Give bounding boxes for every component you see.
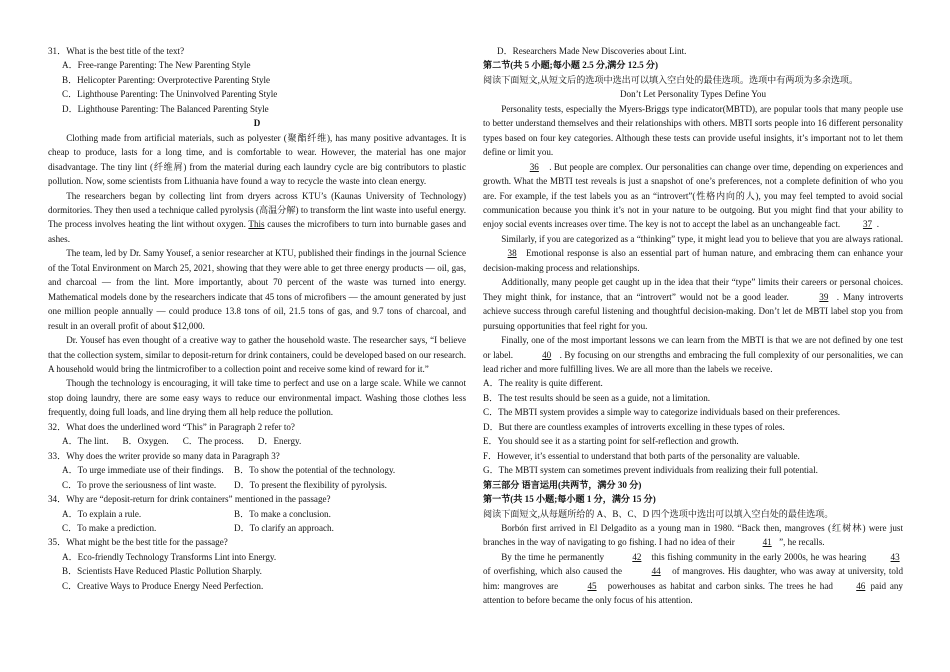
section-1-instructions: 阅读下面短文,从每题所给的 A、B、C、D 四个选项中选出可以填入空白处的最佳选项。	[483, 508, 834, 519]
passage-d-paragraph-3: The team, led by Dr. Samy Yousef, a senior researcher at KTU, published their findings in the journal Science of the Total Environment on March 25, 2021, showing that they were able to get three energy products — oil, gas, and charcoal — from the lint. More importantly, about 70 percent of the waste was turned into energy. Mathematical models done by the researchers indicate that 45 tons of microfibers — the amount generated by just one million people annually — could produce 13.8 tons of oil, 21.5 tons of gas, and 9.7 tons of charcoal, and result in an overall profit of about $12,000.	[48, 248, 466, 331]
option-e[interactable]: E．You should see it as a starting point for self-reflection and growth.	[483, 436, 739, 447]
cloze-paragraph-2	[483, 550, 903, 608]
mbti-paragraph-4	[483, 275, 903, 333]
cloze-p2-text-2: this fishing community in the early 2000s, he was hearing	[651, 551, 867, 562]
section-2-instructions: 阅读下面短文,从短文后的选项中选出可以填入空白处的最佳选项。选项中有两项为多余选项。	[483, 74, 859, 85]
q35-option-d[interactable]: D．Researchers Made New Discoveries about Lint.	[497, 46, 687, 56]
cloze-p2-text-5: powerhouses as habitat and carbon sinks. The trees he had	[607, 580, 833, 591]
underlined-this: This	[248, 219, 265, 230]
option-c[interactable]: C．The MBTI system provides a simple way to categorize individuals based on their preferences.	[483, 407, 841, 418]
q35-option-b[interactable]: B．Scientists Have Reduced Plastic Pollution Sharply.	[62, 566, 262, 577]
blank-38[interactable]: 38	[507, 248, 517, 259]
mbti-paragraph-3	[483, 232, 903, 275]
q35-option-a[interactable]: A．Eco-friendly Technology Transforms Lint into Energy.	[62, 551, 277, 562]
q35-option-c[interactable]: C．Creative Ways to Produce Energy Need Perfection.	[62, 580, 264, 591]
passage-label: D	[253, 118, 261, 129]
cloze-p1-text-2: ”, he recalls.	[779, 537, 825, 548]
passage-d-paragraph-4: Dr. Yousef has even thought of a creative way to gather the household waste. The researcher says, “I believe that the collection system, similar to deposit-return for drink containers, could be developed based on our research. A household would bring the lintmicrofiber to a collection point and receive some kind of reward for it.”	[48, 335, 466, 374]
blank-45[interactable]: 45	[587, 580, 597, 591]
left-column	[48, 44, 466, 593]
q32-option-c[interactable]: C．The process.	[182, 436, 244, 447]
passage-d-paragraph-5: Though the technology is encouraging, it will take time to perfect and use on a large scale. While we cannot stop doing laundry, there are some easy ways to reduce our environmental impact. Washing those clothes less frequently, doing full loads, and line drying them all help reduce the pollution.	[48, 378, 466, 418]
q32-stem: 32．What does the underlined word “This” in Paragraph 2 refer to?	[48, 421, 295, 432]
mbti-p4-text-2: . Many introverts achieve success through careful listening and thoughtful decision-making. Don’t let de MBTI label stop you from pursuing opportunities that feel right for you.	[483, 291, 903, 331]
mbti-paragraph-1: Personality tests, especially the Myers-Briggs type indicator(MBTD), are popular tools that many people use to better understand themselves and their relationships with others. MBTI sorts people into 16 different personality types based on four key categories. Although these tests can provide useful insights, it’s important not to let them define or limit you.	[483, 103, 903, 158]
q32-option-d[interactable]: D．Energy.	[257, 436, 302, 447]
blank-36[interactable]: 36	[529, 161, 539, 172]
q34-options-row-1	[48, 507, 466, 521]
cloze-p2-text-4: of mangroves. His daughter, who was away at university, told him: mangroves are	[483, 566, 903, 591]
blank-44[interactable]: 44	[651, 566, 661, 577]
option-d[interactable]: D．But there are countless examples of introverts excelling in these types of roles.	[483, 421, 785, 432]
q33-stem: 33．Why does the writer provide so many data in Paragraph 3?	[48, 450, 280, 461]
blank-39[interactable]: 39	[819, 291, 829, 302]
q34-option-d[interactable]: D．To clarify an approach.	[234, 522, 334, 533]
p2-text-before: The researchers began by collecting lint from dryers across KTU’s (Kaunas University of Technology) dormitories. They then used a technique called pyrolysis (高温分解) to transform the lint waste into useful energy. The process involves heating the lint without oxygen.	[48, 190, 466, 230]
blank-41[interactable]: 41	[762, 537, 772, 548]
option-f[interactable]: F．However, it’s essential to understand that both parts of the personality are valuable.	[483, 450, 800, 461]
cloze-p1-text-1: Borbón first arrived in El Delgadito as a young man in 1980. “Back then, mangroves (红树林) were just branches in the way of navigating to go fishing. I had no idea of their	[483, 522, 903, 548]
mbti-p3-text-2: Emotional response is also an essential part of human nature, and embracing them can enhance your decision-making process and relationships.	[483, 248, 903, 273]
cloze-p2-text-1: By the time he permanently	[501, 551, 605, 562]
mbti-paragraph-2	[483, 160, 903, 232]
mbti-p2-text: . But people are complex. Our personalities can change over time, depending on experiences and growth. What the MBTI test reveals is just a snapshot of one’s preferences, not a complete definition of who you are. For example, if the test labels you as an “introvert”(性格内向的人), you may feel tempted to avoid social communication because you think it’s not in your nature to be outgoing. But you might find that your ability to enjoy social events increases over time. The key is not to accept the label as an unchangeable fact.	[483, 161, 903, 230]
passage-d-paragraph-2	[48, 189, 466, 247]
section-2-heading: 第二节(共 5 小题;每小题 2.5 分,满分 12.5 分)	[483, 60, 659, 71]
q33-option-a[interactable]: A．To urge immediate use of their findings.	[62, 465, 224, 476]
blank-46[interactable]: 46	[856, 580, 866, 591]
q32-option-a[interactable]: A．The lint.	[62, 436, 109, 447]
q32-options	[48, 434, 466, 448]
blank-37[interactable]: 37	[862, 219, 873, 230]
q34-stem: 34．Why are “deposit-return for drink containers” mentioned in the passage?	[48, 494, 331, 505]
option-a[interactable]: A．The reality is quite different.	[483, 378, 603, 389]
option-g[interactable]: G．The MBTI system can sometimes prevent individuals from realizing their full potential.	[483, 465, 818, 476]
q31-option-b[interactable]: B．Helicopter Parenting: Overprotective Parenting Style	[62, 74, 271, 85]
passage-d-paragraph-1: Clothing made from artificial materials, such as polyester (聚酯纤维), has many positive advantages. It is cheap to produce, lasts for a long time, and is comfortable to wear. However, the material has one major disadvantage. The tiny lint (纤维屑) from the material during each laundry cycle are big contributors to plastic pollution. Now, some scientists from Lithuania have found a way to recycle the waste into clean energy.	[48, 132, 466, 187]
section-1-heading: 第一节(共 15 小题;每小题 1 分，满分 15 分)	[483, 494, 656, 505]
q33-options-row-2	[48, 478, 466, 492]
q33-option-b[interactable]: B．To show the potential of the technology.	[234, 465, 396, 476]
mbti-paragraph-5	[483, 333, 903, 376]
q31-option-c[interactable]: C．Lighthouse Parenting: The Uninvolved Parenting Style	[62, 89, 278, 100]
q33-option-c[interactable]: C．To prove the seriousness of lint waste.	[62, 479, 217, 490]
mbti-p5-text-1: Finally, one of the most important lessons we can learn from the MBTI is that we are not defined by one test or label.	[483, 335, 903, 360]
p2-text-after: causes the microfibers to turn into burnable gases and ashes.	[48, 219, 466, 244]
q34-option-b[interactable]: B．To make a conclusion.	[234, 508, 331, 519]
q33-option-d[interactable]: D．To present the flexibility of pyrolysis.	[234, 479, 387, 490]
mbti-p4-text-1: Additionally, many people get caught up in the idea that their “type” limits their careers or personal choices. They might think, for instance, that an “introvert” would not be a good leader.	[483, 277, 903, 302]
cloze-p2-text-3: of overfishing, which also caused the	[483, 566, 623, 577]
cloze-paragraph-1	[483, 521, 903, 550]
q31-option-a[interactable]: A．Free-range Parenting: The New Parenting Style	[62, 60, 251, 71]
option-b[interactable]: B．The test results should be seen as a guide, not a limitation.	[483, 392, 711, 403]
mbti-p3-text-1: Similarly, if you are categorized as a “thinking” type, it might lead you to believe that you are always rational.	[501, 233, 903, 244]
blank-42[interactable]: 42	[632, 551, 642, 562]
q35-stem: 35．What might be the best title for the passage?	[48, 537, 228, 548]
cloze-p2-text-6: paid any attention to before became the only focus of his attention.	[483, 580, 903, 606]
q31-stem: 31．What is the best title of the text?	[48, 46, 185, 56]
part-3-heading: 第三部分 语言运用(共两节，满分 30 分)	[483, 479, 642, 490]
right-column	[483, 44, 903, 608]
section-2-passage-title: Don’t Let Personality Types Define You	[619, 89, 767, 100]
q34-option-c[interactable]: C．To make a prediction.	[62, 522, 157, 533]
blank-40[interactable]: 40	[542, 349, 552, 360]
q31-option-d[interactable]: D．Lighthouse Parenting: The Balanced Parenting Style	[62, 103, 269, 114]
q34-option-a[interactable]: A．To explain a rule.	[62, 508, 142, 519]
mbti-p2-end: .	[876, 219, 879, 230]
q34-options-row-2	[48, 521, 466, 535]
q33-options-row-1	[48, 463, 466, 477]
mbti-p5-text-2: . By focusing on our strengths and embracing the full complexity of our personalities, we can lead richer and more fulfilling lives. We are all more than the labels we receive.	[483, 349, 903, 374]
q32-option-b[interactable]: B．Oxygen.	[122, 436, 169, 447]
blank-43[interactable]: 43	[890, 551, 900, 562]
